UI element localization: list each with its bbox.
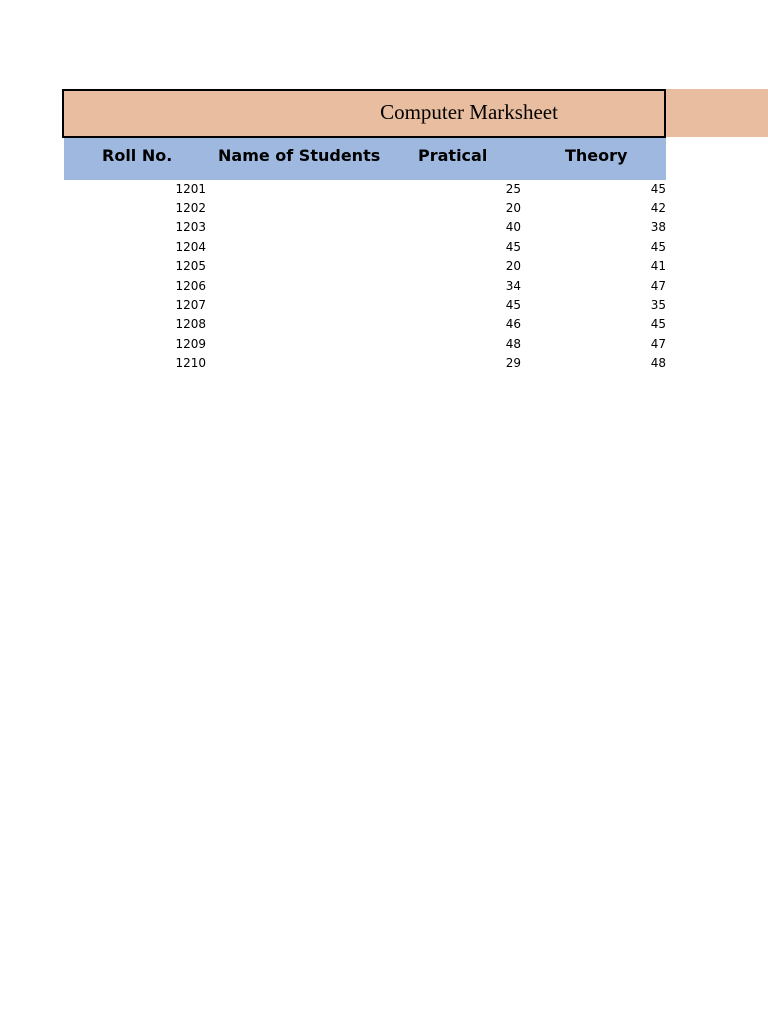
cell-theory: 45 [650, 317, 666, 331]
cell-roll-no: 1207 [175, 298, 206, 312]
cell-practical: 34 [505, 279, 521, 293]
table-row [64, 200, 666, 219]
cell-roll-no: 1209 [175, 337, 206, 351]
sheet-title: Computer Marksheet [380, 100, 558, 124]
header-theory: Theory [565, 146, 628, 165]
table-row [64, 355, 666, 374]
cell-practical: 40 [505, 220, 521, 234]
table-row [64, 258, 666, 277]
table-header-row [64, 138, 666, 180]
table-row [64, 181, 666, 200]
cell-theory: 47 [650, 337, 666, 351]
cell-practical: 48 [505, 337, 521, 351]
cell-practical: 25 [505, 182, 521, 196]
cell-theory: 47 [650, 279, 666, 293]
cell-theory: 42 [650, 201, 666, 215]
cell-roll-no: 1202 [175, 201, 206, 215]
title-band-extension [664, 89, 768, 137]
cell-theory: 45 [650, 182, 666, 196]
cell-roll-no: 1203 [175, 220, 206, 234]
title-cell [62, 89, 666, 138]
table-row [64, 336, 666, 355]
cell-theory: 38 [650, 220, 666, 234]
cell-practical: 29 [505, 356, 521, 370]
cell-theory: 35 [650, 298, 666, 312]
table-row [64, 219, 666, 238]
cell-roll-no: 1201 [175, 182, 206, 196]
header-practical: Pratical [418, 146, 488, 165]
cell-practical: 45 [505, 240, 521, 254]
header-name-of-students: Name of Students [218, 146, 381, 165]
table-row [64, 297, 666, 316]
table-row [64, 239, 666, 258]
cell-roll-no: 1204 [175, 240, 206, 254]
table-row [64, 278, 666, 297]
cell-roll-no: 1208 [175, 317, 206, 331]
cell-theory: 45 [650, 240, 666, 254]
cell-practical: 20 [505, 259, 521, 273]
cell-practical: 46 [505, 317, 521, 331]
header-roll-no: Roll No. [102, 146, 173, 165]
cell-theory: 41 [650, 259, 666, 273]
cell-practical: 45 [505, 298, 521, 312]
cell-theory: 48 [650, 356, 666, 370]
table-row [64, 316, 666, 335]
cell-practical: 20 [505, 201, 521, 215]
cell-roll-no: 1210 [175, 356, 206, 370]
cell-roll-no: 1206 [175, 279, 206, 293]
cell-roll-no: 1205 [175, 259, 206, 273]
